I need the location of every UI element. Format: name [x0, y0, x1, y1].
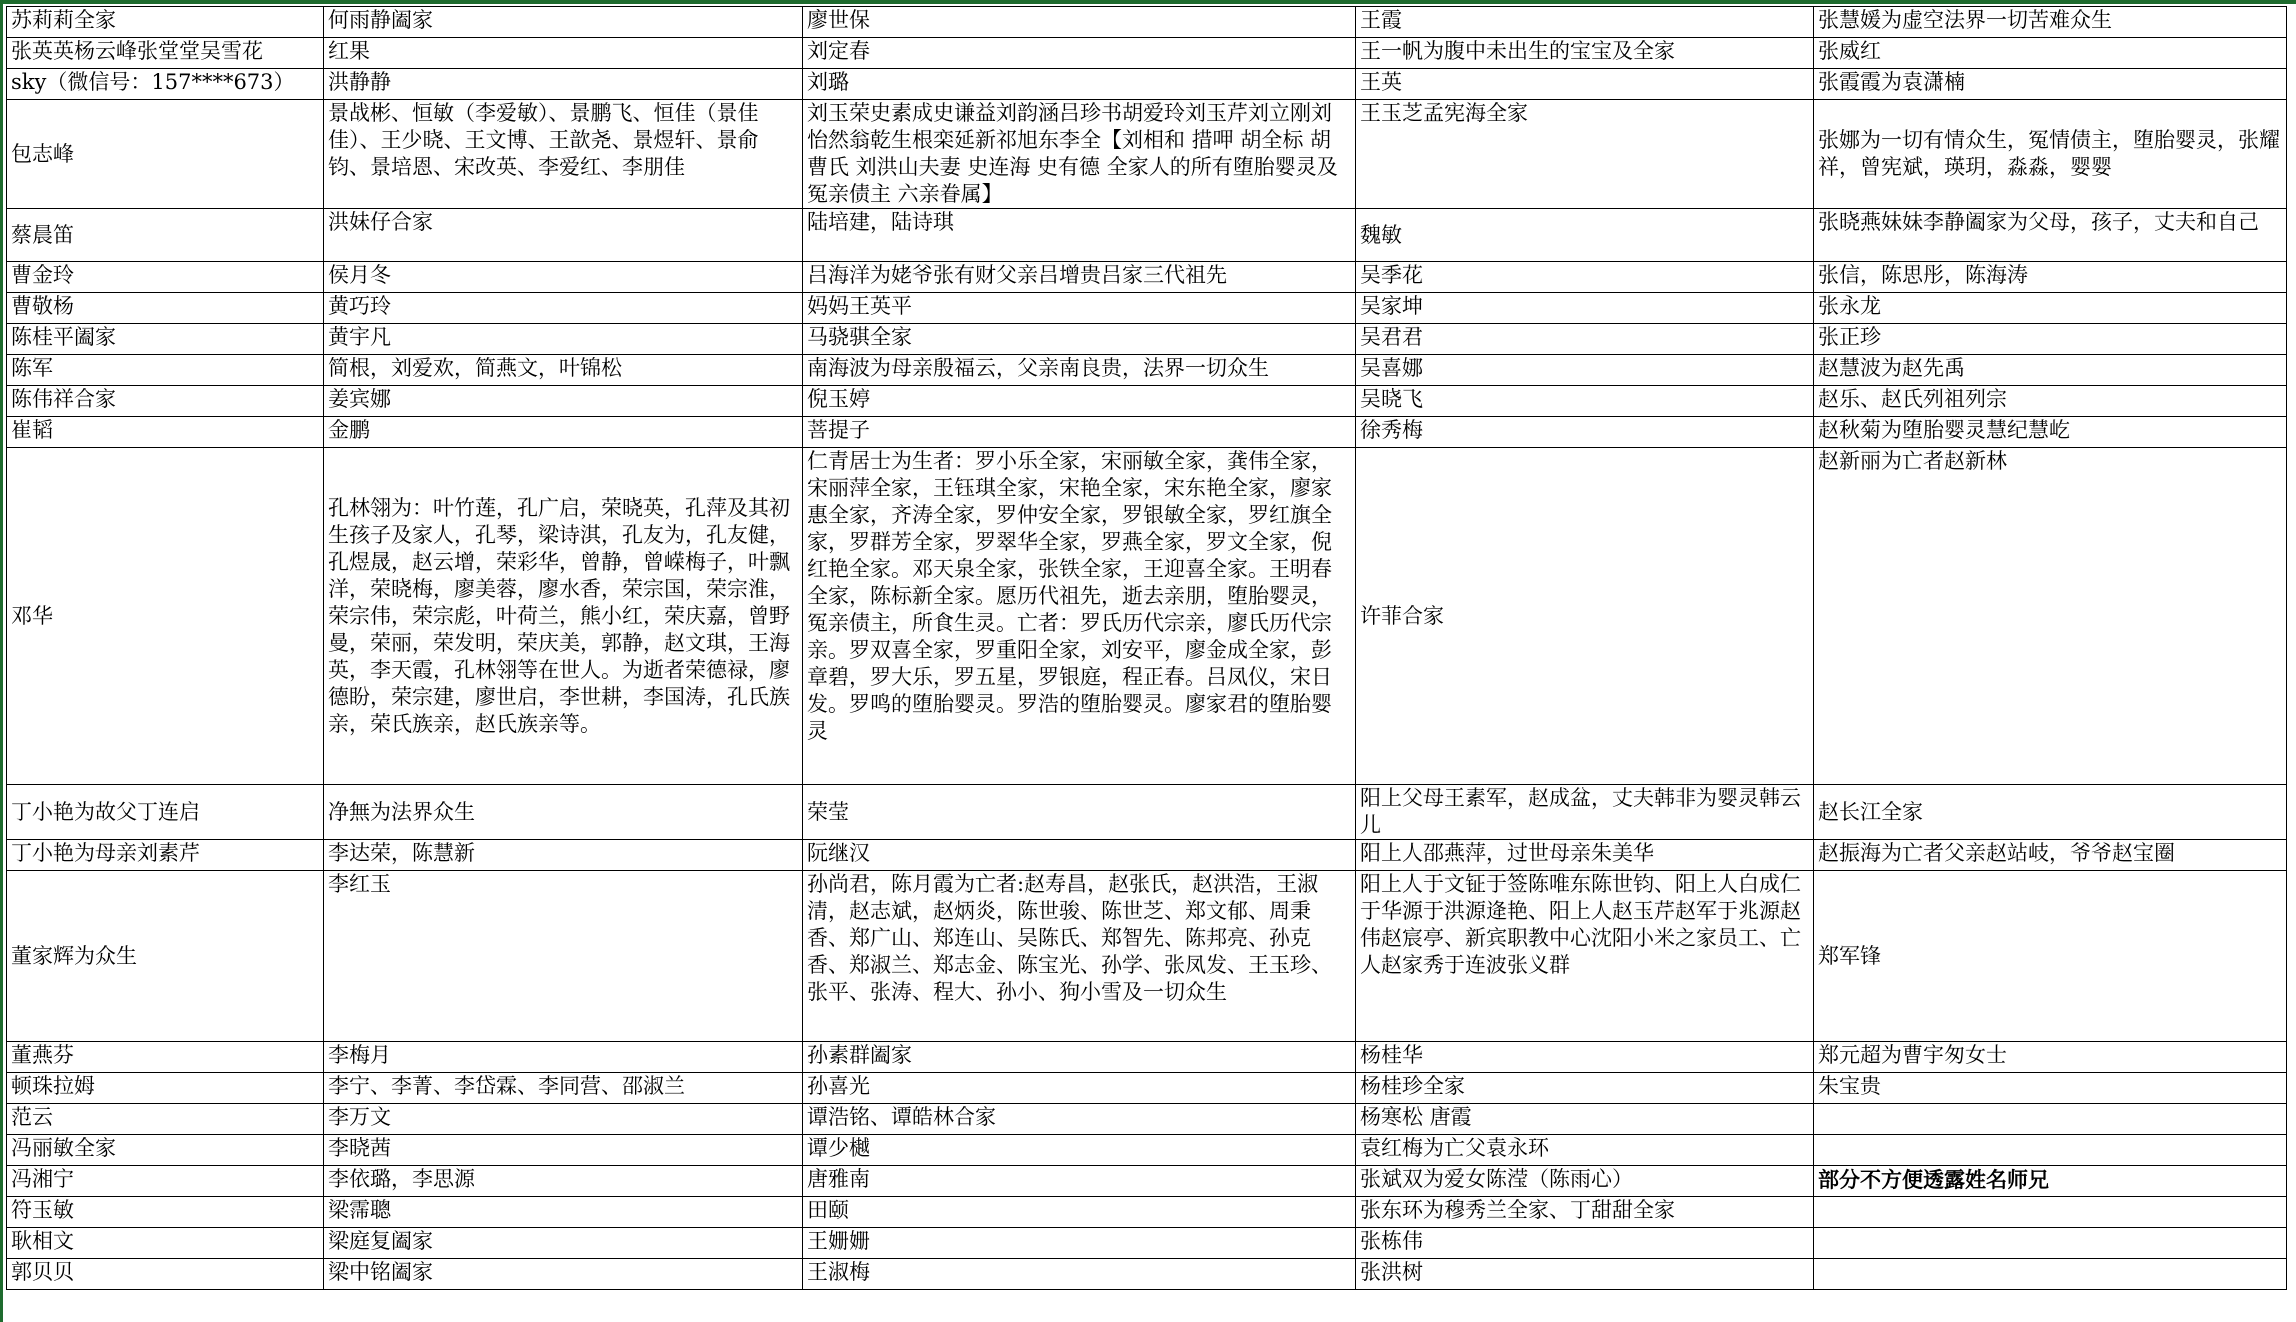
- table-cell[interactable]: 曹金玲: [7, 262, 324, 293]
- table-cell[interactable]: [1814, 1197, 2287, 1228]
- table-cell[interactable]: sky（微信号：157****673）: [7, 69, 324, 100]
- table-row: [7, 448, 2287, 785]
- table-row: [7, 1073, 2287, 1104]
- table-cell[interactable]: 陆培建，陆诗琪: [803, 209, 1356, 262]
- table-cell[interactable]: 姜宾娜: [324, 386, 803, 417]
- table-cell[interactable]: 赵慧波为赵先禹: [1814, 355, 2287, 386]
- table-cell[interactable]: 吴君君: [1356, 324, 1814, 355]
- table-cell[interactable]: 杨桂珍全家: [1356, 1073, 1814, 1104]
- table-cell[interactable]: 简根，刘爱欢，简燕文，叶锦松: [324, 355, 803, 386]
- table-cell[interactable]: 吴季花: [1356, 262, 1814, 293]
- table-cell[interactable]: 孙素群阖家: [803, 1042, 1356, 1073]
- table-cell[interactable]: 赵乐、赵氏列祖列宗: [1814, 386, 2287, 417]
- table-cell[interactable]: 谭浩铭、谭皓林合家: [803, 1104, 1356, 1135]
- table-row: [7, 417, 2287, 448]
- table-cell[interactable]: 张威红: [1814, 38, 2287, 69]
- table-cell[interactable]: 南海波为母亲殷福云，父亲南良贵，法界一切众生: [803, 355, 1356, 386]
- table-cell[interactable]: 包志峰: [7, 100, 324, 209]
- table-cell[interactable]: 景战彬、恒敏（李爱敏）、景鹏飞、恒佳（景佳佳）、王少晓、王文博、王歆尧、景煜轩、景俞钧、景培恩、宋改英、李爱红、李朋佳: [324, 100, 803, 209]
- window-top-border: [0, 0, 2296, 4]
- table-cell[interactable]: 李宁、李菁、李岱霖、李同营、邵淑兰: [324, 1073, 803, 1104]
- table-cell[interactable]: 冯丽敏全家: [7, 1135, 324, 1166]
- table-cell[interactable]: 王玉芝孟宪海全家: [1356, 100, 1814, 209]
- table-cell[interactable]: 王霞: [1356, 7, 1814, 38]
- table-cell[interactable]: 谭少樾: [803, 1135, 1356, 1166]
- table-cell[interactable]: 冯湘宁: [7, 1166, 324, 1197]
- table-cell[interactable]: 吴喜娜: [1356, 355, 1814, 386]
- table-cell[interactable]: 侯月冬: [324, 262, 803, 293]
- table-cell[interactable]: 孙尚君，陈月霞为亡者:赵寿昌，赵张氏，赵洪浩，王淑清，赵志斌，赵炳炎，陈世骏、陈世芝、郑文郁、周秉香、郑广山、郑连山、吴陈氏、郑智先、陈邦亮、孙克香、郑淑兰、郑志金、陈宝光、孙学、张凤发、王玉珍、张平、张涛、程大、孙小、狗小雪及一切众生: [803, 871, 1356, 1042]
- table-cell[interactable]: 何雨静阖家: [324, 7, 803, 38]
- table-cell[interactable]: 王姗姗: [803, 1228, 1356, 1259]
- table-cell[interactable]: 李依璐，李思源: [324, 1166, 803, 1197]
- table-cell[interactable]: 阮继汉: [803, 840, 1356, 871]
- table-cell[interactable]: 范云: [7, 1104, 324, 1135]
- table-cell[interactable]: 郑元超为曹宇匆女士: [1814, 1042, 2287, 1073]
- table-cell[interactable]: 黄巧玲: [324, 293, 803, 324]
- table-row: [7, 1135, 2287, 1166]
- table-cell[interactable]: 陈军: [7, 355, 324, 386]
- table-row: [7, 355, 2287, 386]
- table-cell[interactable]: 吴晓飞: [1356, 386, 1814, 417]
- table-cell[interactable]: 仁青居士为生者：罗小乐全家，宋丽敏全家，龚伟全家，宋丽萍全家，王钰琪全家，宋艳全家，宋东艳全家，廖家惠全家，齐涛全家，罗仲安全家，罗银敏全家，罗红旗全家，罗群芳全家，罗翠华全家，罗燕全家，罗文全家，倪红艳全家。邓天泉全家，张铁全家，王迎喜全家。王明春全家，陈标新全家。愿历代祖先，逝去亲朋，堕胎婴灵，冤亲债主，所食生灵。亡者：罗氏历代宗亲，廖氏历代宗亲。罗双喜全家，罗重阳全家，刘安平，廖金成全家，彭章碧，罗大乐，罗五星，罗银庭，程正春。吕凤仪，宋日发。罗鸣的堕胎婴灵。罗浩的堕胎婴灵。廖家君的堕胎婴灵: [803, 448, 1356, 785]
- table-cell[interactable]: 顿珠拉姆: [7, 1073, 324, 1104]
- table-cell[interactable]: 张永龙: [1814, 293, 2287, 324]
- table-cell[interactable]: 赵秋菊为堕胎婴灵慧纪慧屹: [1814, 417, 2287, 448]
- table-cell[interactable]: 李红玉: [324, 871, 803, 1042]
- table-cell[interactable]: 李晓茜: [324, 1135, 803, 1166]
- table-cell[interactable]: 符玉敏: [7, 1197, 324, 1228]
- table-cell[interactable]: 妈妈王英平: [803, 293, 1356, 324]
- table-cell[interactable]: 孙喜光: [803, 1073, 1356, 1104]
- table-body: [7, 7, 2287, 1290]
- table-cell[interactable]: 菩提子: [803, 417, 1356, 448]
- table-cell[interactable]: 张洪树: [1356, 1259, 1814, 1290]
- table-row: [7, 785, 2287, 840]
- table-cell[interactable]: 张霞霞为袁潇楠: [1814, 69, 2287, 100]
- table-cell[interactable]: 袁红梅为亡父袁永环: [1356, 1135, 1814, 1166]
- table-row: [7, 324, 2287, 355]
- table-cell[interactable]: [1814, 1228, 2287, 1259]
- table-cell[interactable]: 阳上人邵燕萍，过世母亲朱美华: [1356, 840, 1814, 871]
- table-cell[interactable]: 张娜为一切有情众生，冤情债主，堕胎婴灵，张耀祥，曾宪斌，瑛玥，淼淼，婴婴: [1814, 100, 2287, 209]
- table-cell[interactable]: 丁小艳为母亲刘素芹: [7, 840, 324, 871]
- table-row: [7, 840, 2287, 871]
- table-cell[interactable]: 张信，陈思彤，陈海涛: [1814, 262, 2287, 293]
- table-cell[interactable]: 陈伟祥合家: [7, 386, 324, 417]
- table-cell[interactable]: 田颐: [803, 1197, 1356, 1228]
- table-cell[interactable]: 曹敬杨: [7, 293, 324, 324]
- table-cell[interactable]: 赵振海为亡者父亲赵站岐，爷爷赵宝圈: [1814, 840, 2287, 871]
- table-cell[interactable]: 倪玉婷: [803, 386, 1356, 417]
- table-cell[interactable]: 许菲合家: [1356, 448, 1814, 785]
- table-row: [7, 1197, 2287, 1228]
- table-cell[interactable]: 赵长江全家: [1814, 785, 2287, 840]
- table-cell[interactable]: 杨桂华: [1356, 1042, 1814, 1073]
- table-cell[interactable]: [1814, 1135, 2287, 1166]
- table-row: [7, 1228, 2287, 1259]
- table-cell[interactable]: 张栋伟: [1356, 1228, 1814, 1259]
- table-row: [7, 69, 2287, 100]
- table-cell[interactable]: 赵新丽为亡者赵新林: [1814, 448, 2287, 785]
- table-cell[interactable]: 张正珍: [1814, 324, 2287, 355]
- table-row: [7, 1042, 2287, 1073]
- table-cell[interactable]: 刘玉荣史素成史谦益刘韵涵吕珍书胡爱玲刘玉芹刘立刚刘怡然翁乾生根栾延新祁旭东李全【刘相和 措呷 胡全标 胡曹氏 刘洪山夫妻 史连海 史有德 全家人的所有堕胎婴灵及冤亲债主 六亲眷属】: [803, 100, 1356, 209]
- table-cell[interactable]: 邓华: [7, 448, 324, 785]
- table-cell[interactable]: 丁小艳为故父丁连启: [7, 785, 324, 840]
- table-cell[interactable]: 马骁骐全家: [803, 324, 1356, 355]
- table-cell[interactable]: 王一帆为腹中未出生的宝宝及全家: [1356, 38, 1814, 69]
- table-row: [7, 1104, 2287, 1135]
- table-cell[interactable]: [1814, 1104, 2287, 1135]
- table-cell[interactable]: 耿相文: [7, 1228, 324, 1259]
- table-cell[interactable]: 魏敏: [1356, 209, 1814, 262]
- table-cell[interactable]: 洪静静: [324, 69, 803, 100]
- table-cell[interactable]: 郭贝贝: [7, 1259, 324, 1290]
- table-cell[interactable]: 王英: [1356, 69, 1814, 100]
- table-cell[interactable]: 张斌双为爱女陈滢（陈雨心）: [1356, 1166, 1814, 1197]
- table-row: [7, 1259, 2287, 1290]
- table-cell[interactable]: 苏莉莉全家: [7, 7, 324, 38]
- table-row: [7, 871, 2287, 1042]
- table-cell[interactable]: 荣莹: [803, 785, 1356, 840]
- table-cell[interactable]: 李梅月: [324, 1042, 803, 1073]
- table-cell[interactable]: 杨寒松 唐霞: [1356, 1104, 1814, 1135]
- table-cell[interactable]: 刘璐: [803, 69, 1356, 100]
- table-row: [7, 100, 2287, 209]
- table-cell[interactable]: 阳上父母王素军，赵成盆，丈夫韩非为婴灵韩云儿: [1356, 785, 1814, 840]
- table-cell[interactable]: 金鹏: [324, 417, 803, 448]
- table-cell[interactable]: 刘定春: [803, 38, 1356, 69]
- table-cell[interactable]: 李万文: [324, 1104, 803, 1135]
- name-list-table: [6, 6, 2287, 1290]
- table-cell[interactable]: 陈桂平阖家: [7, 324, 324, 355]
- table-cell[interactable]: 崔韬: [7, 417, 324, 448]
- table-cell[interactable]: 黄宇凡: [324, 324, 803, 355]
- table-cell[interactable]: 朱宝贵: [1814, 1073, 2287, 1104]
- table-cell[interactable]: 洪妹仔合家: [324, 209, 803, 262]
- table-cell[interactable]: 梁霈聰: [324, 1197, 803, 1228]
- table-cell[interactable]: 吕海洋为姥爷张有财父亲吕增贵吕家三代祖先: [803, 262, 1356, 293]
- table-cell[interactable]: 梁中铭阖家: [324, 1259, 803, 1290]
- table-cell[interactable]: 部分不方便透露姓名师兄: [1814, 1166, 2287, 1197]
- table-cell[interactable]: 张晓燕妹妹李静阖家为父母，孩子，丈夫和自己: [1814, 209, 2287, 262]
- table-row: [7, 38, 2287, 69]
- table-cell[interactable]: 廖世保: [803, 7, 1356, 38]
- table-cell[interactable]: 孔林翎为：叶竹莲，孔广启，荣晓英，孔萍及其初生孩子及家人，孔琴，梁诗淇，孔友为，孔友健，孔煜晟，赵云增，荣彩华，曾静，曾嵘梅子，叶飘洋，荣晓梅，廖美蓉，廖水香，荣宗国，荣宗淮，荣宗伟，荣宗彪，叶荷兰，熊小红，荣庆嘉，曾野曼，荣丽，荣发明，荣庆美，郭静，赵文琪，王海英，李天霞，孔林翎等在世人。为逝者荣德禄，廖德盼，荣宗建，廖世启，李世耕，李国涛，孔氏族亲，荣氏族亲，赵氏族亲等。: [324, 448, 803, 785]
- table-cell[interactable]: 李达荣，陈慧新: [324, 840, 803, 871]
- window-left-border: [0, 0, 3, 1322]
- table-row: [7, 262, 2287, 293]
- table-cell[interactable]: 蔡晨笛: [7, 209, 324, 262]
- table-cell[interactable]: 张慧媛为虚空法界一切苦难众生: [1814, 7, 2287, 38]
- table-cell[interactable]: 张英英杨云峰张堂堂吴雪花: [7, 38, 324, 69]
- table-cell[interactable]: 徐秀梅: [1356, 417, 1814, 448]
- table-cell[interactable]: 吴家坤: [1356, 293, 1814, 324]
- table-cell[interactable]: [1814, 1259, 2287, 1290]
- table-cell[interactable]: 红果: [324, 38, 803, 69]
- table-row: [7, 7, 2287, 38]
- table-cell[interactable]: 净無为法界众生: [324, 785, 803, 840]
- table-cell[interactable]: 王淑梅: [803, 1259, 1356, 1290]
- table-cell[interactable]: 梁庭复阖家: [324, 1228, 803, 1259]
- table-cell[interactable]: 阳上人于文钲于签陈唯东陈世钧、阳上人白成仁于华源于洪源逄艳、阳上人赵玉芹赵军于兆源赵伟赵宸亭、新宾职教中心沈阳小米之家员工、亡人赵家秀于连波张义群: [1356, 871, 1814, 1042]
- table-cell[interactable]: 董家辉为众生: [7, 871, 324, 1042]
- table-row: [7, 293, 2287, 324]
- table-cell[interactable]: 董燕芬: [7, 1042, 324, 1073]
- table-row: [7, 386, 2287, 417]
- table-cell[interactable]: 张东环为穆秀兰全家、丁甜甜全家: [1356, 1197, 1814, 1228]
- table-row: [7, 1166, 2287, 1197]
- table-row: [7, 209, 2287, 262]
- table-cell[interactable]: 郑军锋: [1814, 871, 2287, 1042]
- table-cell[interactable]: 唐雅南: [803, 1166, 1356, 1197]
